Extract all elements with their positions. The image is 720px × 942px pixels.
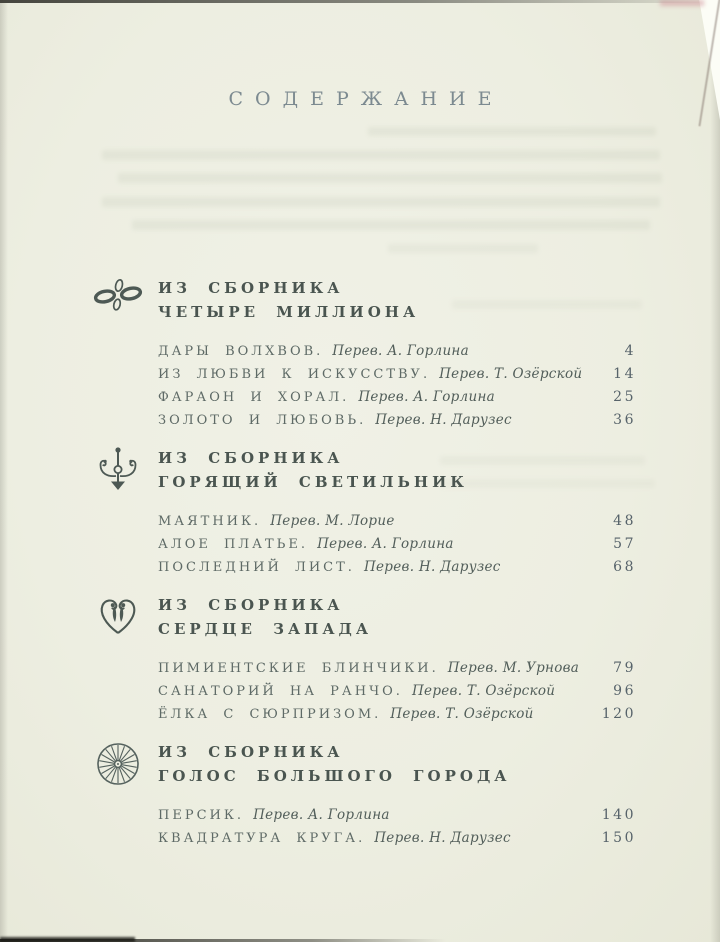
toc-entry [158,804,636,827]
translator-credit: Перев. Т. Озёрской [439,366,583,382]
toc-entry [158,556,636,579]
toc-section [158,740,636,850]
page-title: СОДЕРЖАНИЕ [228,88,504,110]
translator-credit: Перев. Т. Озёрской [411,683,556,699]
section-heading [158,276,636,324]
page-number: 25 [613,389,636,405]
section-heading-line2: ГОЛОС БОЛЬШОГО ГОРОДА [158,767,511,785]
section-heading-line1: ИЗ СБОРНИКА [158,743,344,761]
section-heading-line1: ИЗ СБОРНИКА [158,596,344,614]
page-number: 120 [601,706,636,722]
page-number: 68 [613,559,636,575]
scan-corner-bottom-left [0,937,135,942]
story-title: ПОСЛЕДНИЙ ЛИСТ. [158,560,355,575]
translator-credit: Перев. А. Горлина [253,807,390,823]
story-title: ФАРАОН И ХОРАЛ. [158,390,350,405]
toc-entry [158,510,636,533]
story-title: МАЯТНИК. [158,514,262,529]
page-number: 48 [613,513,636,529]
story-title: ИЗ ЛЮБВИ К ИСКУССТВУ. [158,367,431,382]
section-heading-line2: СЕРДЦЕ ЗАПАДА [158,620,373,638]
show-through-text [388,244,538,253]
translator-credit: Перев. А. Горлина [332,343,469,359]
story-title: ПЕРСИК. [158,808,245,823]
toc-entry [158,386,636,409]
scan-edge-left [0,0,8,942]
section-heading [158,593,636,641]
show-through-text [102,197,660,207]
translator-credit: Перев. А. Горлина [358,389,495,405]
show-through-text [132,220,650,230]
translator-credit: Перев. М. Лорие [270,513,395,529]
scan-edge-top [0,0,720,3]
toc-entry [158,703,636,726]
scan-edge-right [710,0,720,942]
section-entries [158,804,636,850]
section-entries [158,510,636,579]
translator-credit: Перев. Н. Дарузес [374,830,511,846]
story-title: ЗОЛОТО И ЛЮБОВЬ. [158,413,367,428]
page-number: 14 [613,366,636,382]
show-through-text [368,127,656,136]
page-number: 140 [601,807,636,823]
show-through-text [118,173,662,183]
page-number: 57 [613,536,636,552]
section-heading-line2: ЧЕТЫРЕ МИЛЛИОНА [158,303,420,321]
quatrefoil-knot-icon [90,276,146,314]
section-heading-line2: ГОРЯЩИЙ СВЕТИЛЬНИК [158,473,468,491]
story-title: КВАДРАТУРА КРУГА. [158,831,366,846]
translator-credit: Перев. М. Урнова [447,660,580,676]
scan-smudge [660,0,704,6]
translator-credit: Перев. Т. Озёрской [390,706,534,722]
toc-entry [158,533,636,556]
toc-entry [158,340,636,363]
toc-section [158,446,636,579]
toc-entry [158,680,636,703]
section-heading [158,446,636,494]
toc-entry [158,827,636,850]
section-heading [158,740,636,788]
page-number: 4 [624,343,636,359]
toc-section [158,276,636,432]
show-through-text [102,150,660,160]
story-title: ДАРЫ ВОЛХВОВ. [158,344,324,359]
page-number: 36 [613,412,636,428]
page-number: 150 [601,830,636,846]
toc-entry [158,409,636,432]
heart-icon [90,593,146,637]
toc-entry [158,363,636,386]
translator-credit: Перев. Н. Дарузес [375,412,512,428]
section-entries [158,657,636,726]
wheel-icon [90,740,146,788]
story-title: САНАТОРИЙ НА РАНЧО. [158,684,403,699]
story-title: АЛОЕ ПЛАТЬЕ. [158,537,309,552]
hanging-lamp-icon [90,446,146,498]
translator-credit: Перев. А. Горлина [317,536,454,552]
story-title: ПИМИЕНТСКИЕ БЛИНЧИКИ. [158,661,439,676]
section-heading-line1: ИЗ СБОРНИКА [158,279,344,297]
table-of-contents [158,276,636,864]
story-title: ЁЛКА С СЮРПРИЗОМ. [158,707,382,722]
section-heading-line1: ИЗ СБОРНИКА [158,449,344,467]
toc-entry [158,657,636,680]
page-number: 96 [613,683,636,699]
page-number: 79 [613,660,636,676]
section-entries [158,340,636,432]
translator-credit: Перев. Н. Дарузес [363,559,501,575]
toc-section [158,593,636,726]
